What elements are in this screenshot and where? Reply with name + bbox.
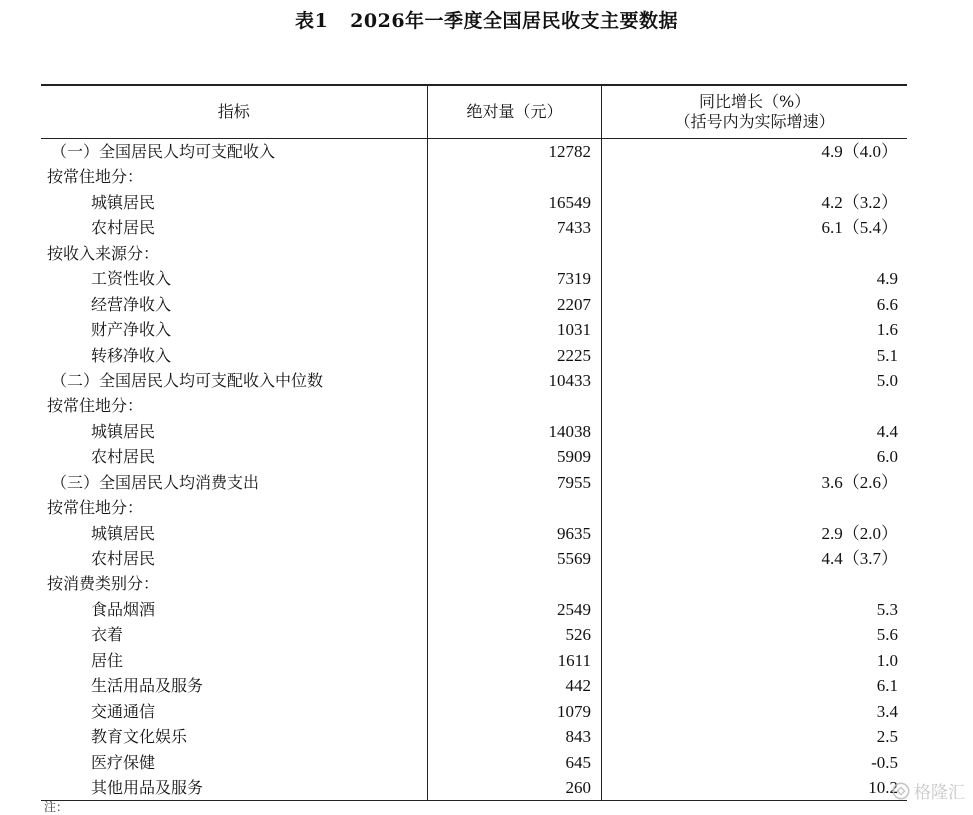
table-row (41, 190, 907, 215)
row-absolute-value (427, 164, 601, 189)
table-row (41, 444, 907, 469)
row-yoy-growth: 6.6 (601, 292, 906, 317)
row-item-label: 教育文化娱乐 (91, 727, 188, 747)
row-yoy-growth (601, 571, 906, 596)
table-row (41, 546, 907, 571)
table-row (41, 648, 907, 673)
row-item-label: 交通通信 (91, 701, 156, 721)
row-absolute-value (427, 571, 601, 596)
row-item-label: 财产净收入 (91, 320, 172, 340)
row-yoy-growth: 5.3 (601, 597, 906, 622)
table-row (41, 266, 907, 291)
row-item-label: 转移净收入 (91, 345, 172, 365)
table-row (41, 241, 907, 266)
row-absolute-value: 442 (427, 673, 601, 698)
row-absolute-value: 645 (427, 750, 601, 775)
header-absolute-value: 绝对量（元） (427, 86, 602, 138)
row-absolute-value: 5569 (427, 546, 601, 571)
row-absolute-value (427, 393, 601, 418)
row-yoy-growth: 5.1 (601, 343, 906, 368)
row-absolute-value: 843 (427, 724, 601, 749)
row-absolute-value: 1031 (427, 317, 601, 342)
header-growth-line1: 同比增长（%） (699, 92, 811, 111)
table-row (41, 343, 907, 368)
row-item-label: 生活用品及服务 (91, 676, 204, 696)
row-absolute-value: 5909 (427, 444, 601, 469)
table-header-row (41, 86, 907, 139)
row-absolute-value: 12782 (427, 139, 601, 164)
row-item-label: 城镇居民 (91, 421, 156, 441)
row-group-label: 按常住地分： (47, 396, 144, 416)
row-category-label: （一）全国居民人均可支配收入 (51, 142, 276, 161)
table-row (41, 750, 907, 775)
row-category-label: （三）全国居民人均消费支出 (51, 472, 260, 492)
row-item-label: 其他用品及服务 (91, 777, 204, 797)
row-absolute-value: 7433 (427, 215, 601, 240)
table-row (41, 775, 907, 800)
row-absolute-value: 14038 (427, 419, 601, 444)
table-title (0, 6, 973, 33)
row-yoy-growth (601, 241, 906, 266)
table-number: 表1 (294, 10, 329, 32)
row-item-label: 医疗保健 (91, 752, 156, 772)
row-absolute-value: 16549 (427, 190, 601, 215)
row-item-label: 农村居民 (91, 447, 156, 467)
table-row (41, 673, 907, 698)
row-yoy-growth: 4.4（3.7） (601, 546, 906, 571)
header-yoy-growth (601, 86, 907, 138)
table-row (41, 699, 907, 724)
table-row (41, 521, 907, 546)
row-absolute-value (427, 495, 601, 520)
row-yoy-growth (601, 164, 906, 189)
table-row (41, 393, 907, 418)
row-item-label: 居住 (91, 650, 124, 670)
row-item-label: 食品烟酒 (91, 599, 156, 619)
table-row (41, 495, 907, 520)
table-title-text: 2026年一季度全国居民收支主要数据 (350, 10, 679, 32)
table-row (41, 292, 907, 317)
row-yoy-growth (601, 495, 906, 520)
table-row (41, 724, 907, 749)
table-row (41, 622, 907, 647)
row-yoy-growth: 5.6 (601, 622, 906, 647)
row-yoy-growth: 4.9 (601, 266, 906, 291)
table-row (41, 317, 907, 342)
row-absolute-value: 1079 (427, 699, 601, 724)
watermark (892, 778, 965, 803)
row-yoy-growth: 4.9（4.0） (601, 139, 906, 164)
header-growth-line2: （括号内为实际增速） (674, 112, 835, 131)
row-group-label: 按常住地分： (47, 167, 144, 187)
row-absolute-value: 10433 (427, 368, 601, 393)
row-yoy-growth: 6.1（5.4） (601, 215, 906, 240)
table-row (41, 368, 907, 393)
table-row (41, 470, 907, 495)
row-absolute-value: 526 (427, 622, 601, 647)
row-group-label: 按常住地分： (47, 498, 144, 518)
table-row (41, 597, 907, 622)
row-yoy-growth: -0.5 (601, 750, 906, 775)
row-item-label: 农村居民 (91, 549, 156, 568)
row-yoy-growth: 6.0 (601, 444, 906, 469)
row-category-label: （二）全国居民人均可支配收入中位数 (51, 370, 324, 390)
row-yoy-growth: 2.9（2.0） (601, 521, 906, 546)
row-yoy-growth: 10.2 (601, 775, 906, 800)
row-item-label: 农村居民 (91, 218, 156, 238)
row-yoy-growth (601, 393, 906, 418)
row-group-label: 按收入来源分： (47, 243, 160, 263)
row-yoy-growth: 1.0 (601, 648, 906, 673)
row-yoy-growth: 3.6（2.6） (601, 470, 906, 495)
row-absolute-value: 2225 (427, 343, 601, 368)
table-row (41, 419, 907, 444)
row-item-label: 经营净收入 (91, 294, 172, 314)
income-expenditure-table (41, 84, 907, 801)
row-absolute-value: 7955 (427, 470, 601, 495)
row-absolute-value: 2207 (427, 292, 601, 317)
row-absolute-value: 2549 (427, 597, 601, 622)
table-row (41, 139, 907, 164)
row-item-label: 城镇居民 (91, 523, 156, 543)
table-row (41, 571, 907, 596)
row-yoy-growth: 5.0 (601, 368, 906, 393)
row-absolute-value: 260 (427, 775, 601, 800)
table-body (41, 139, 907, 800)
table-row (41, 164, 907, 189)
footnote-mark: 注： (44, 800, 69, 814)
row-yoy-growth: 2.5 (601, 724, 906, 749)
watermark-text: 格隆汇 (914, 783, 965, 803)
header-indicator: 指标 (217, 102, 250, 121)
row-yoy-growth: 4.2（3.2） (601, 190, 906, 215)
row-item-label: 工资性收入 (91, 269, 172, 289)
row-group-label: 按消费类别分： (47, 574, 160, 594)
row-absolute-value (427, 241, 601, 266)
table-row (41, 215, 907, 240)
gelonghui-logo-icon (892, 782, 910, 800)
row-absolute-value: 7319 (427, 266, 601, 291)
row-item-label: 城镇居民 (91, 192, 156, 212)
row-yoy-growth: 3.4 (601, 699, 906, 724)
row-yoy-growth: 1.6 (601, 317, 906, 342)
row-yoy-growth: 6.1 (601, 673, 906, 698)
row-absolute-value: 1611 (427, 648, 601, 673)
row-item-label: 衣着 (91, 625, 124, 645)
row-absolute-value: 9635 (427, 521, 601, 546)
table-bottom-rule (41, 800, 907, 801)
row-yoy-growth: 4.4 (601, 419, 906, 444)
